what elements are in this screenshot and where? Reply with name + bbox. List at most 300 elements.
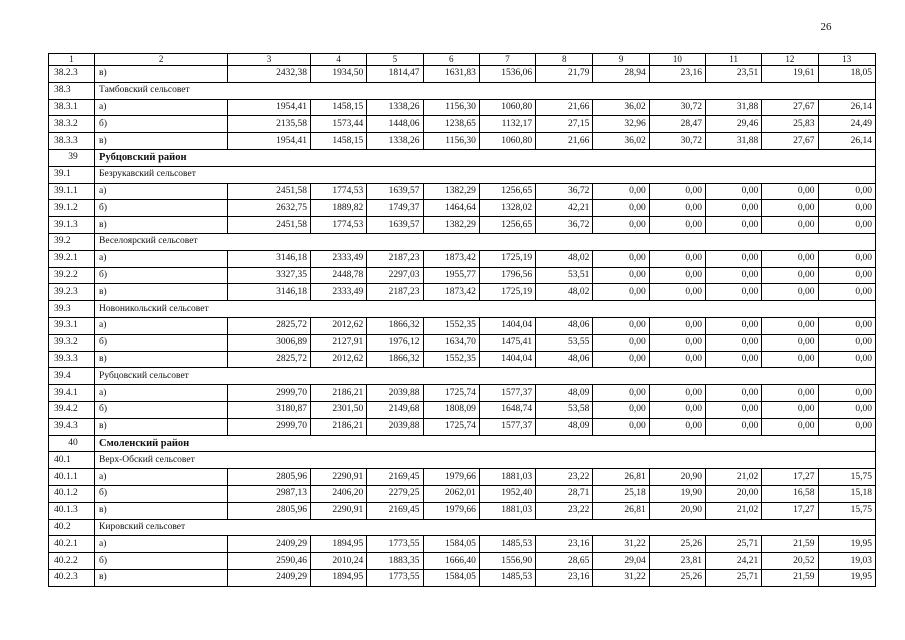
- value-cell: 1808,09: [423, 401, 479, 418]
- section-title: Рубцовский сельсовет: [95, 368, 876, 385]
- value-cell: 0,00: [649, 317, 705, 334]
- value-cell: 1404,04: [479, 317, 535, 334]
- section-row: [49, 452, 876, 469]
- value-cell: 1485,53: [479, 536, 535, 553]
- column-header: 6: [423, 54, 479, 66]
- value-cell: 0,00: [649, 401, 705, 418]
- row-code: 40.1.3: [49, 502, 95, 519]
- table-row: [49, 267, 876, 284]
- value-cell: 2187,23: [367, 284, 423, 301]
- value-cell: 3146,18: [228, 250, 311, 267]
- value-cell: 2333,49: [310, 284, 366, 301]
- value-cell: 1256,65: [479, 183, 535, 200]
- column-header: 2: [95, 54, 228, 66]
- value-cell: 21,02: [705, 502, 761, 519]
- row-code: 39.4: [49, 368, 95, 385]
- table-row: [49, 99, 876, 116]
- value-cell: 2301,50: [310, 401, 366, 418]
- value-cell: 36,02: [593, 99, 649, 116]
- value-cell: 0,00: [818, 385, 875, 402]
- value-cell: 1952,40: [479, 485, 535, 502]
- value-cell: 1648,74: [479, 401, 535, 418]
- value-cell: 2999,70: [228, 385, 311, 402]
- row-variant-label: в): [95, 418, 228, 435]
- table-row: [49, 485, 876, 502]
- value-cell: 0,00: [705, 334, 761, 351]
- row-code: 40.1.2: [49, 485, 95, 502]
- value-cell: 0,00: [705, 317, 761, 334]
- row-code: 39.1.2: [49, 200, 95, 217]
- value-cell: 2448,78: [310, 267, 366, 284]
- value-cell: 2409,29: [228, 536, 311, 553]
- value-cell: 0,00: [818, 200, 875, 217]
- value-cell: 2409,29: [228, 569, 311, 586]
- value-cell: 19,61: [762, 66, 818, 83]
- value-cell: 31,22: [593, 536, 649, 553]
- value-cell: 25,83: [762, 116, 818, 133]
- value-cell: 29,46: [705, 116, 761, 133]
- value-cell: 0,00: [818, 183, 875, 200]
- value-cell: 2805,96: [228, 502, 311, 519]
- value-cell: 1873,42: [423, 250, 479, 267]
- row-variant-label: в): [95, 217, 228, 234]
- table-row: [49, 569, 876, 586]
- row-code: 39.4.3: [49, 418, 95, 435]
- value-cell: 0,00: [762, 217, 818, 234]
- column-header: 8: [536, 54, 593, 66]
- table-row: [49, 66, 876, 83]
- value-cell: 1256,65: [479, 217, 535, 234]
- value-cell: 23,16: [536, 569, 593, 586]
- value-cell: 3006,89: [228, 334, 311, 351]
- value-cell: 1883,35: [367, 553, 423, 570]
- value-cell: 30,72: [649, 133, 705, 150]
- value-cell: 0,00: [705, 217, 761, 234]
- value-cell: 2169,45: [367, 502, 423, 519]
- value-cell: 3327,35: [228, 267, 311, 284]
- value-cell: 1774,53: [310, 217, 366, 234]
- value-cell: 0,00: [818, 217, 875, 234]
- row-variant-label: в): [95, 284, 228, 301]
- section-row: [49, 301, 876, 318]
- section-title: Новоникольский сельсовет: [95, 301, 876, 318]
- row-code: 39.4.2: [49, 401, 95, 418]
- value-cell: 2290,91: [310, 502, 366, 519]
- value-cell: 1976,12: [367, 334, 423, 351]
- value-cell: 1881,03: [479, 469, 535, 486]
- value-cell: 0,00: [593, 334, 649, 351]
- value-cell: 0,00: [705, 418, 761, 435]
- value-cell: 53,51: [536, 267, 593, 284]
- value-cell: 2451,58: [228, 183, 311, 200]
- table-row: [49, 418, 876, 435]
- value-cell: 2127,91: [310, 334, 366, 351]
- value-cell: 53,58: [536, 401, 593, 418]
- value-cell: 0,00: [762, 250, 818, 267]
- value-cell: 2012,62: [310, 351, 366, 368]
- value-cell: 0,00: [762, 267, 818, 284]
- section-title: Безрукавский сельсовет: [95, 166, 876, 183]
- row-variant-label: б): [95, 116, 228, 133]
- value-cell: 0,00: [762, 334, 818, 351]
- value-cell: 26,81: [593, 502, 649, 519]
- value-cell: 1725,19: [479, 250, 535, 267]
- value-cell: 2825,72: [228, 351, 311, 368]
- section-title: Веселоярский сельсовет: [95, 233, 876, 250]
- value-cell: 1328,02: [479, 200, 535, 217]
- value-cell: 1382,29: [423, 183, 479, 200]
- district-title: Рубцовский район: [95, 149, 876, 166]
- value-cell: 23,22: [536, 502, 593, 519]
- value-cell: 23,16: [536, 536, 593, 553]
- value-cell: 1773,55: [367, 569, 423, 586]
- table-row: [49, 502, 876, 519]
- table-body: [49, 54, 876, 587]
- row-variant-label: в): [95, 351, 228, 368]
- row-variant-label: а): [95, 99, 228, 116]
- value-cell: 1873,42: [423, 284, 479, 301]
- table-row: [49, 553, 876, 570]
- value-cell: 0,00: [818, 284, 875, 301]
- row-code: 38.3.3: [49, 133, 95, 150]
- value-cell: 28,65: [536, 553, 593, 570]
- value-cell: 0,00: [649, 351, 705, 368]
- value-cell: 24,21: [705, 553, 761, 570]
- value-cell: 1796,56: [479, 267, 535, 284]
- value-cell: 2590,46: [228, 553, 311, 570]
- value-cell: 42,21: [536, 200, 593, 217]
- value-cell: 1156,30: [423, 99, 479, 116]
- value-cell: 18,05: [818, 66, 875, 83]
- value-cell: 2999,70: [228, 418, 311, 435]
- row-code: 40: [49, 435, 95, 452]
- section-row: [49, 519, 876, 536]
- tariff-table: [48, 53, 876, 587]
- value-cell: 25,18: [593, 485, 649, 502]
- value-cell: 0,00: [762, 183, 818, 200]
- value-cell: 0,00: [762, 351, 818, 368]
- value-cell: 2062,01: [423, 485, 479, 502]
- row-code: 39.1: [49, 166, 95, 183]
- value-cell: 48,06: [536, 317, 593, 334]
- value-cell: 0,00: [705, 183, 761, 200]
- value-cell: 1866,32: [367, 351, 423, 368]
- value-cell: 2187,23: [367, 250, 423, 267]
- table-row: [49, 217, 876, 234]
- value-cell: 1666,40: [423, 553, 479, 570]
- value-cell: 25,26: [649, 569, 705, 586]
- row-code: 39.2.3: [49, 284, 95, 301]
- value-cell: 48,02: [536, 250, 593, 267]
- row-code: 40.2.3: [49, 569, 95, 586]
- value-cell: 1725,74: [423, 418, 479, 435]
- row-code: 40.2.1: [49, 536, 95, 553]
- column-header: 7: [479, 54, 535, 66]
- value-cell: 0,00: [705, 267, 761, 284]
- row-code: 38.2.3: [49, 66, 95, 83]
- value-cell: 1238,65: [423, 116, 479, 133]
- value-cell: 23,16: [649, 66, 705, 83]
- row-code: 39: [49, 149, 95, 166]
- value-cell: 0,00: [818, 317, 875, 334]
- column-header: 1: [49, 54, 95, 66]
- row-code: 40.1.1: [49, 469, 95, 486]
- row-variant-label: в): [95, 66, 228, 83]
- value-cell: 28,94: [593, 66, 649, 83]
- column-header: 5: [367, 54, 423, 66]
- value-cell: 1060,80: [479, 133, 535, 150]
- value-cell: 1639,57: [367, 217, 423, 234]
- value-cell: 2186,21: [310, 385, 366, 402]
- value-cell: 21,59: [762, 536, 818, 553]
- row-variant-label: а): [95, 469, 228, 486]
- row-code: 39.1.3: [49, 217, 95, 234]
- value-cell: 1774,53: [310, 183, 366, 200]
- value-cell: 1458,15: [310, 133, 366, 150]
- value-cell: 1955,77: [423, 267, 479, 284]
- value-cell: 28,71: [536, 485, 593, 502]
- value-cell: 20,00: [705, 485, 761, 502]
- row-code: 38.3: [49, 82, 95, 99]
- section-title: Кировский сельсовет: [95, 519, 876, 536]
- value-cell: 1156,30: [423, 133, 479, 150]
- row-variant-label: в): [95, 569, 228, 586]
- table-row: [49, 401, 876, 418]
- column-header: 11: [705, 54, 761, 66]
- row-code: 38.3.2: [49, 116, 95, 133]
- value-cell: 2010,24: [310, 553, 366, 570]
- value-cell: 1749,37: [367, 200, 423, 217]
- section-row: [49, 166, 876, 183]
- row-code: 39.3.2: [49, 334, 95, 351]
- value-cell: 0,00: [649, 284, 705, 301]
- row-code: 39.3: [49, 301, 95, 318]
- value-cell: 24,49: [818, 116, 875, 133]
- table-row: [49, 334, 876, 351]
- value-cell: 0,00: [649, 183, 705, 200]
- value-cell: 1404,04: [479, 351, 535, 368]
- value-cell: 0,00: [818, 351, 875, 368]
- value-cell: 0,00: [762, 385, 818, 402]
- value-cell: 36,02: [593, 133, 649, 150]
- row-variant-label: а): [95, 385, 228, 402]
- value-cell: 23,81: [649, 553, 705, 570]
- value-cell: 1639,57: [367, 183, 423, 200]
- value-cell: 2333,49: [310, 250, 366, 267]
- value-cell: 2632,75: [228, 200, 311, 217]
- value-cell: 0,00: [649, 267, 705, 284]
- value-cell: 0,00: [649, 418, 705, 435]
- value-cell: 27,67: [762, 133, 818, 150]
- value-cell: 2805,96: [228, 469, 311, 486]
- value-cell: 0,00: [593, 351, 649, 368]
- section-title: Тамбовский сельсовет: [95, 82, 876, 99]
- value-cell: 21,59: [762, 569, 818, 586]
- value-cell: 1934,50: [310, 66, 366, 83]
- value-cell: 26,14: [818, 99, 875, 116]
- value-cell: 2432,38: [228, 66, 311, 83]
- value-cell: 0,00: [705, 200, 761, 217]
- value-cell: 0,00: [649, 217, 705, 234]
- row-variant-label: а): [95, 317, 228, 334]
- value-cell: 1536,06: [479, 66, 535, 83]
- value-cell: 0,00: [593, 418, 649, 435]
- value-cell: 0,00: [593, 284, 649, 301]
- value-cell: 1464,64: [423, 200, 479, 217]
- value-cell: 31,22: [593, 569, 649, 586]
- row-variant-label: б): [95, 334, 228, 351]
- value-cell: 1954,41: [228, 99, 311, 116]
- value-cell: 19,03: [818, 553, 875, 570]
- value-cell: 17,27: [762, 469, 818, 486]
- value-cell: 25,71: [705, 536, 761, 553]
- value-cell: 20,90: [649, 502, 705, 519]
- value-cell: 0,00: [818, 250, 875, 267]
- row-variant-label: б): [95, 553, 228, 570]
- value-cell: 0,00: [762, 317, 818, 334]
- value-cell: 15,18: [818, 485, 875, 502]
- value-cell: 21,66: [536, 99, 593, 116]
- row-variant-label: а): [95, 250, 228, 267]
- value-cell: 31,88: [705, 99, 761, 116]
- value-cell: 0,00: [593, 267, 649, 284]
- value-cell: 1448,06: [367, 116, 423, 133]
- value-cell: 2149,68: [367, 401, 423, 418]
- table-row: [49, 385, 876, 402]
- table-header-row: [49, 54, 876, 66]
- section-row: [49, 82, 876, 99]
- district-title: Смоленский район: [95, 435, 876, 452]
- column-header: 10: [649, 54, 705, 66]
- value-cell: 23,22: [536, 469, 593, 486]
- value-cell: 2012,62: [310, 317, 366, 334]
- table-row: [49, 469, 876, 486]
- value-cell: 2039,88: [367, 385, 423, 402]
- row-variant-label: а): [95, 183, 228, 200]
- value-cell: 25,26: [649, 536, 705, 553]
- value-cell: 0,00: [818, 418, 875, 435]
- table-row: [49, 536, 876, 553]
- value-cell: 1725,74: [423, 385, 479, 402]
- value-cell: 1773,55: [367, 536, 423, 553]
- value-cell: 29,04: [593, 553, 649, 570]
- value-cell: 21,66: [536, 133, 593, 150]
- value-cell: 0,00: [705, 401, 761, 418]
- value-cell: 0,00: [649, 334, 705, 351]
- value-cell: 19,95: [818, 569, 875, 586]
- row-code: 39.4.1: [49, 385, 95, 402]
- value-cell: 0,00: [593, 183, 649, 200]
- row-code: 40.1: [49, 452, 95, 469]
- value-cell: 1060,80: [479, 99, 535, 116]
- table-row: [49, 351, 876, 368]
- value-cell: 2186,21: [310, 418, 366, 435]
- value-cell: 0,00: [818, 334, 875, 351]
- value-cell: 1894,95: [310, 536, 366, 553]
- value-cell: 0,00: [649, 200, 705, 217]
- row-variant-label: б): [95, 267, 228, 284]
- value-cell: 15,75: [818, 502, 875, 519]
- value-cell: 0,00: [705, 250, 761, 267]
- value-cell: 1634,70: [423, 334, 479, 351]
- value-cell: 2406,20: [310, 485, 366, 502]
- row-code: 39.3.1: [49, 317, 95, 334]
- value-cell: 1552,35: [423, 317, 479, 334]
- value-cell: 1475,41: [479, 334, 535, 351]
- value-cell: 2297,03: [367, 267, 423, 284]
- value-cell: 15,75: [818, 469, 875, 486]
- row-code: 40.2.2: [49, 553, 95, 570]
- value-cell: 30,72: [649, 99, 705, 116]
- row-code: 39.2.2: [49, 267, 95, 284]
- value-cell: 1577,37: [479, 385, 535, 402]
- column-header: 4: [310, 54, 366, 66]
- value-cell: 1382,29: [423, 217, 479, 234]
- table-row: [49, 183, 876, 200]
- value-cell: 1577,37: [479, 418, 535, 435]
- value-cell: 2135,58: [228, 116, 311, 133]
- value-cell: 36,72: [536, 183, 593, 200]
- value-cell: 48,06: [536, 351, 593, 368]
- page-number: 26: [820, 21, 832, 33]
- value-cell: 27,15: [536, 116, 593, 133]
- value-cell: 32,96: [593, 116, 649, 133]
- value-cell: 0,00: [705, 284, 761, 301]
- value-cell: 48,09: [536, 385, 593, 402]
- value-cell: 3180,87: [228, 401, 311, 418]
- value-cell: 21,02: [705, 469, 761, 486]
- value-cell: 27,67: [762, 99, 818, 116]
- value-cell: 25,71: [705, 569, 761, 586]
- value-cell: 0,00: [593, 200, 649, 217]
- value-cell: 2290,91: [310, 469, 366, 486]
- value-cell: 0,00: [593, 317, 649, 334]
- row-variant-label: в): [95, 502, 228, 519]
- value-cell: 2987,13: [228, 485, 311, 502]
- value-cell: 28,47: [649, 116, 705, 133]
- value-cell: 1338,26: [367, 133, 423, 150]
- value-cell: 1866,32: [367, 317, 423, 334]
- value-cell: 0,00: [649, 250, 705, 267]
- table-row: [49, 284, 876, 301]
- value-cell: 1894,95: [310, 569, 366, 586]
- value-cell: 48,09: [536, 418, 593, 435]
- value-cell: 26,14: [818, 133, 875, 150]
- value-cell: 1725,19: [479, 284, 535, 301]
- value-cell: 2169,45: [367, 469, 423, 486]
- section-row: [49, 368, 876, 385]
- value-cell: 1485,53: [479, 569, 535, 586]
- row-code: 39.1.1: [49, 183, 95, 200]
- table-row: [49, 116, 876, 133]
- row-code: 39.2.1: [49, 250, 95, 267]
- value-cell: 1889,82: [310, 200, 366, 217]
- value-cell: 20,52: [762, 553, 818, 570]
- table-row: [49, 317, 876, 334]
- row-code: 38.3.1: [49, 99, 95, 116]
- column-header: 3: [228, 54, 311, 66]
- value-cell: 17,27: [762, 502, 818, 519]
- value-cell: 53,55: [536, 334, 593, 351]
- value-cell: 2451,58: [228, 217, 311, 234]
- row-variant-label: б): [95, 485, 228, 502]
- value-cell: 19,90: [649, 485, 705, 502]
- column-header: 9: [593, 54, 649, 66]
- value-cell: 2279,25: [367, 485, 423, 502]
- value-cell: 0,00: [593, 385, 649, 402]
- value-cell: 21,79: [536, 66, 593, 83]
- value-cell: 1954,41: [228, 133, 311, 150]
